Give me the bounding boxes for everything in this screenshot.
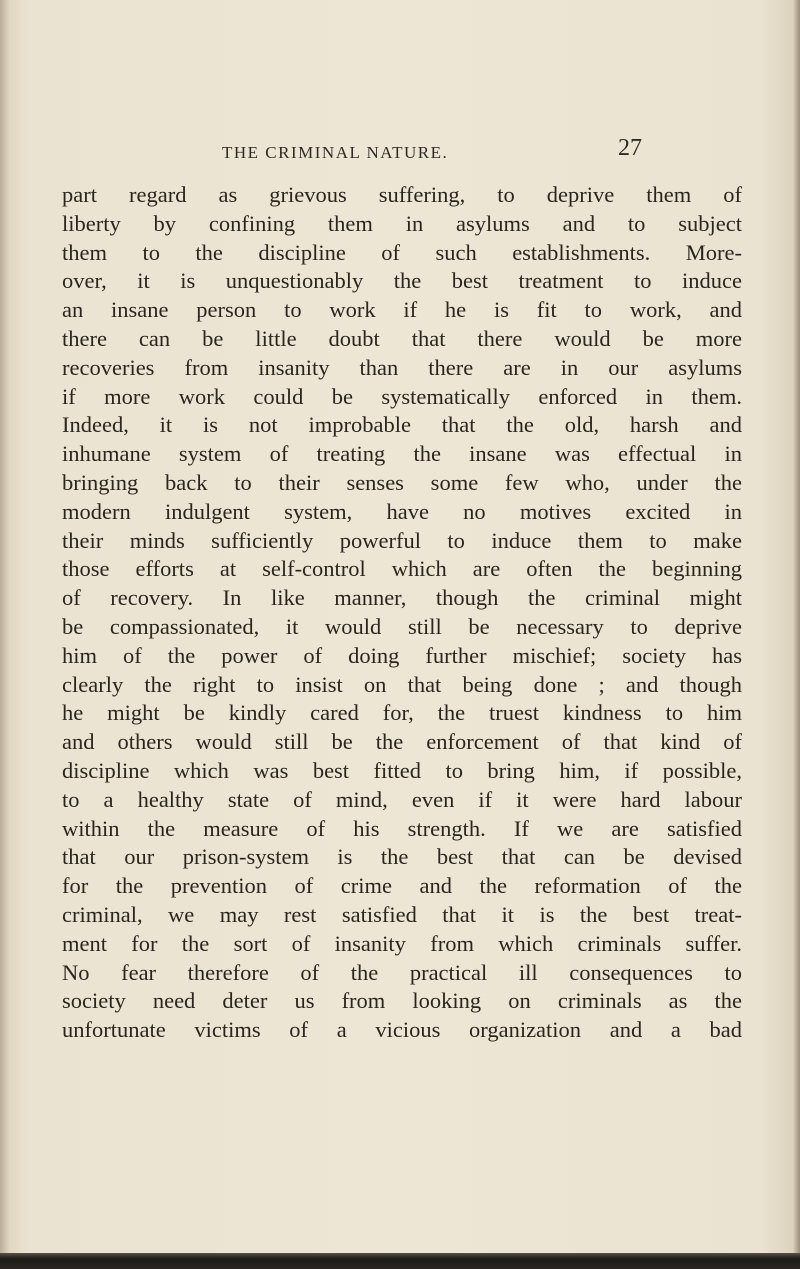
text-line: an insane person to work if he is fit to work, and: [62, 297, 742, 323]
text-line: ment for the sort of insanity from which criminals suffer.: [62, 930, 742, 956]
text-line: discipline which was best fitted to bring him, if possible,: [62, 757, 742, 783]
text-line: inhumane system of treating the insane was effectual in: [62, 441, 742, 467]
text-line: No fear therefore of the practical ill consequences to: [62, 959, 742, 985]
text-line: part regard as grievous suffering, to deprive them of: [62, 182, 742, 207]
running-title: THE CRIMINAL NATURE.: [222, 143, 449, 162]
text-line: over, it is unquestionably the best treatment to induce: [62, 268, 742, 294]
scan-bottom-edge: [0, 1253, 800, 1269]
text-line: for the prevention of crime and the reformation of the: [62, 873, 742, 899]
text-line: modern indulgent system, have no motives excited in: [62, 498, 742, 524]
text-line: he might be kindly cared for, the truest kindness to him: [62, 700, 742, 726]
page-header: [222, 137, 642, 167]
text-line: of recovery. In like manner, though the criminal might: [62, 585, 742, 611]
text-line: there can be little doubt that there would be more: [62, 325, 742, 351]
text-line: him of the power of doing further mischief; society has: [62, 642, 742, 668]
text-line: be compassionated, it would still be necessary to deprive: [62, 613, 742, 639]
text-line: recoveries from insanity than there are in our asylums: [62, 354, 742, 380]
text-line: and others would still be the enforcement of that kind of: [62, 729, 742, 755]
text-line: that our prison-system is the best that can be devised: [62, 844, 742, 870]
text-line: unfortunate victims of a vicious organization and a bad: [62, 1017, 742, 1043]
text-line: to a healthy state of mind, even if it were hard labour: [62, 786, 742, 812]
text-line: their minds sufficiently powerful to induce them to make: [62, 527, 742, 553]
body-paragraph: [62, 181, 742, 1045]
page-number: 27: [618, 135, 642, 161]
text-line: within the measure of his strength. If we are satisfied: [62, 815, 742, 841]
text-line: society need deter us from looking on criminals as the: [62, 988, 742, 1014]
text-line: criminal, we may rest satisfied that it is the best treat-: [62, 901, 742, 927]
text-line: Indeed, it is not improbable that the old, harsh and: [62, 412, 742, 438]
text-line: liberty by confining them in asylums and to subject: [62, 210, 742, 236]
page-outer-edge: [792, 0, 800, 1269]
page-gutter-edge: [0, 0, 10, 1269]
text-line: them to the discipline of such establishments. More-: [62, 239, 742, 265]
text-line: if more work could be systematically enforced in them.: [62, 383, 742, 409]
text-line: bringing back to their senses some few who, under the: [62, 469, 742, 495]
text-line: clearly the right to insist on that being done ; and though: [62, 671, 742, 697]
text-line: those efforts at self-control which are often the beginning: [62, 556, 742, 582]
